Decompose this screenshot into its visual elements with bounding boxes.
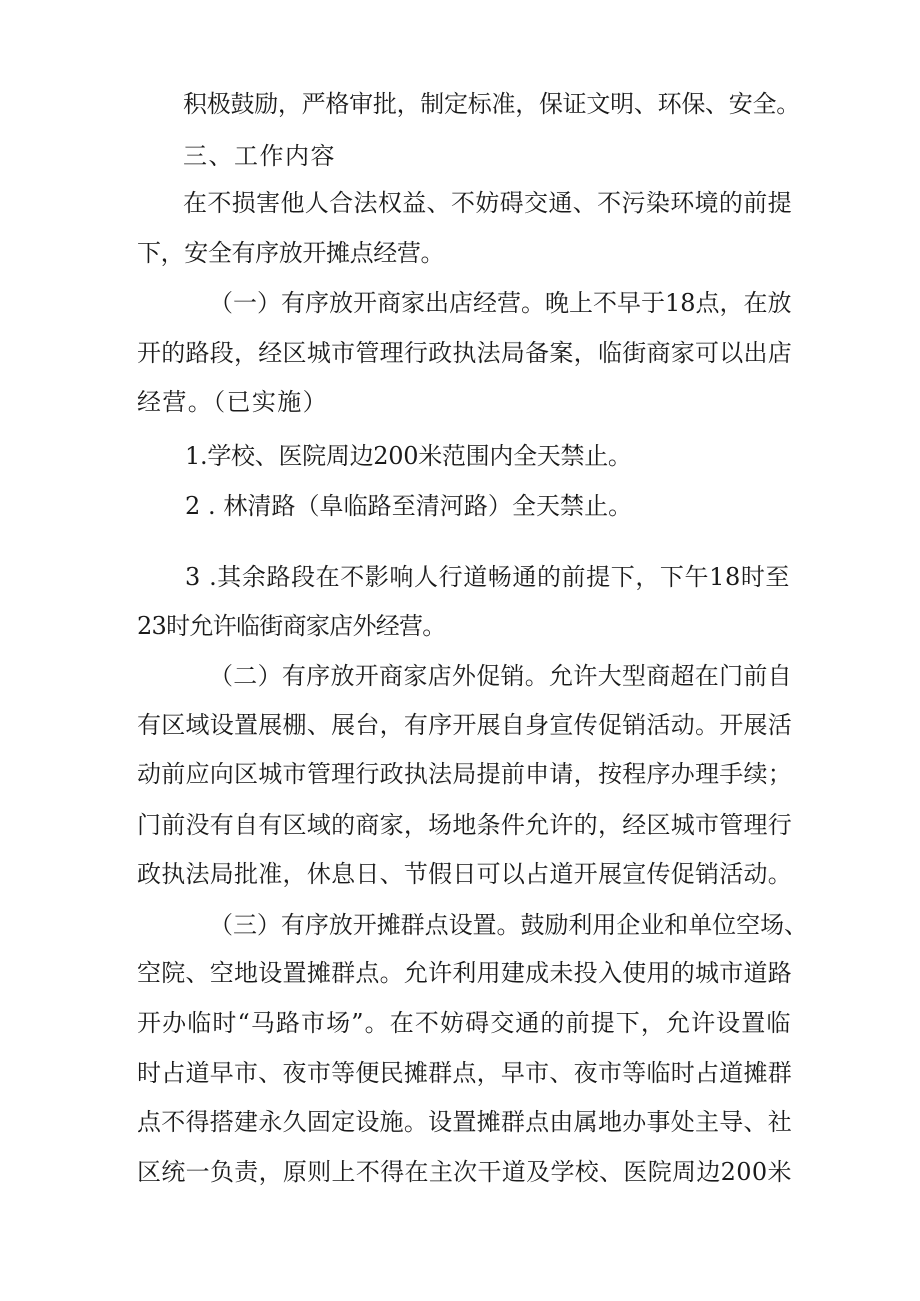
- list-item: 1.学校、医院周边200米范围内全天禁止。: [185, 442, 632, 470]
- text-line: 有区域设置展棚、展台，有序开展自身宣传促销活动。开展活: [137, 711, 793, 739]
- list-item: 3 .其余路段在不影响人行道畅通的前提下，下午18时至: [185, 563, 790, 591]
- text-line: 开办临时“马路市场”。在不妨碍交通的前提下，允许设置临: [137, 1009, 792, 1037]
- text-line: 空院、空地设置摊群点。允许利用建成未投入使用的城市道路: [137, 959, 793, 987]
- text-line: 开的路段，经区城市管理行政执法局备案，临街商家可以出店: [137, 339, 793, 367]
- text-line: 时占道早市、夜市等便民摊群点，早市、夜市等临时占道摊群: [137, 1059, 793, 1087]
- text-line: 动前应向区城市管理行政执法局提前申请，按程序办理手续；: [137, 760, 793, 788]
- list-item: 2 . 林清路（阜临路至清河路）全天禁止。: [185, 492, 633, 520]
- text-line: 政执法局批准，休息日、节假日可以占道开展宣传促销活动。: [137, 860, 793, 888]
- text-line: 积极鼓励，严格审批，制定标准，保证文明、环保、安全。: [183, 90, 800, 118]
- text-line: 23时允许临街商家店外经营。: [137, 612, 446, 640]
- text-line: 下，安全有序放开摊点经营。: [137, 239, 445, 267]
- text-line: 区统一负责，原则上不得在主次干道及学校、医院周边200米: [137, 1158, 792, 1186]
- text-line: 经营。（已实施）: [137, 388, 329, 416]
- text-line: （三）有序放开摊群点设置。鼓励利用企业和单位空场、: [209, 911, 808, 939]
- text-line: 门前没有自有区域的商家，场地条件允许的，经区城市管理行: [137, 811, 793, 839]
- text-line: 点不得搭建永久固定设施。设置摊群点由属地办事处主导、社: [137, 1108, 793, 1136]
- text-line: （二）有序放开商家店外促销。允许大型商超在门前自: [209, 662, 792, 690]
- section-heading: 三、工作内容: [183, 142, 336, 170]
- text-line: 在不损害他人合法权益、不妨碍交通、不污染环境的前提: [183, 189, 792, 217]
- text-line: （一）有序放开商家出店经营。晚上不早于18点，在放: [209, 289, 792, 317]
